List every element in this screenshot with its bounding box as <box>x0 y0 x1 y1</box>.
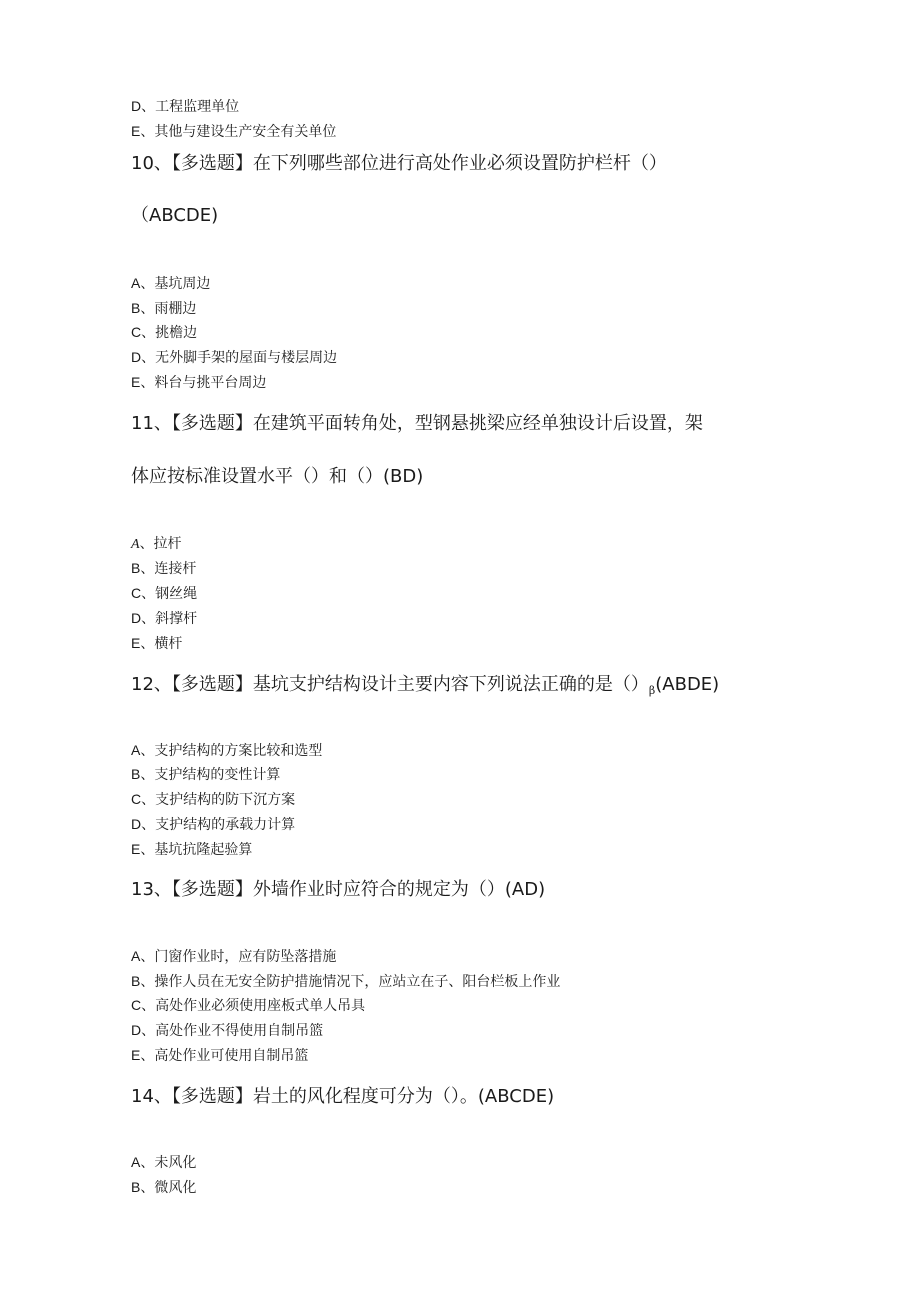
option-line <box>131 1046 308 1065</box>
question-answer: （ABCDE) <box>131 205 219 226</box>
option-line <box>131 815 295 834</box>
question-subscript: β <box>648 684 656 697</box>
option-line <box>131 972 560 991</box>
option-line <box>131 1153 196 1172</box>
question-title: 10、【多选题】在下列哪些部位进行高处作业必须设置防护栏杆（） <box>131 153 667 174</box>
option-letter: D <box>131 1022 142 1038</box>
option-text: 、挑檐边 <box>141 325 198 341</box>
option-line <box>131 1021 323 1040</box>
option-line <box>131 790 295 809</box>
option-text: 、无外脚手架的屋面与楼层周边 <box>141 350 338 366</box>
option-letter: A <box>131 275 141 291</box>
option-letter: D <box>131 610 142 626</box>
option-text: 、拉杆 <box>139 536 182 552</box>
option-text: 、高处作业必须使用座板式单人吊具 <box>141 998 366 1014</box>
option-text: 、横杆 <box>140 636 183 652</box>
option-letter: B <box>131 766 141 782</box>
option-text: 、支护结构的变性计算 <box>140 767 281 783</box>
option-line <box>131 765 280 784</box>
option-line <box>131 97 239 116</box>
option-letter: C <box>131 791 142 807</box>
option-letter: E <box>131 635 141 651</box>
option-line <box>131 584 197 603</box>
option-letter: B <box>131 300 141 316</box>
option-text: 、其他与建设生产安全有关单位 <box>140 124 337 140</box>
option-letter: D <box>131 98 142 114</box>
option-letter: C <box>131 585 142 601</box>
option-text: 、门窗作业时，应有防坠落措施 <box>140 949 337 965</box>
option-line <box>131 609 197 628</box>
option-text: 、未风化 <box>140 1155 197 1171</box>
option-letter: A <box>131 948 141 964</box>
option-line <box>131 122 336 141</box>
option-line <box>131 373 266 392</box>
option-text: 、基坑抗隆起验算 <box>140 842 253 858</box>
option-line <box>131 741 322 760</box>
option-text: 、高处作业不得使用自制吊篮 <box>141 1023 324 1039</box>
question-text: 12、【多选题】基坑支护结构设计主要内容下列说法正确的是（） <box>131 674 649 695</box>
option-text: 、支护结构的方案比较和选型 <box>140 743 323 759</box>
option-line <box>131 1178 196 1197</box>
question-title <box>131 673 719 699</box>
option-line <box>131 840 252 859</box>
option-letter: E <box>131 1047 141 1063</box>
option-line <box>131 323 197 342</box>
option-text: 、基坑周边 <box>140 276 211 292</box>
question-title: 11、【多选题】在建筑平面转角处，型钢悬挑梁应经单独设计后设置，架 <box>131 413 703 434</box>
option-text: 、支护结构的承载力计算 <box>141 817 296 833</box>
option-text: 、工程监理单位 <box>141 99 240 115</box>
option-line <box>131 559 196 578</box>
option-letter: A <box>131 742 141 758</box>
option-text: 、连接杆 <box>140 561 197 577</box>
option-letter: B <box>131 1179 141 1195</box>
option-letter: D <box>131 349 142 365</box>
option-line <box>131 535 182 554</box>
question-answer: (ABDE) <box>655 674 720 695</box>
option-letter: D <box>131 816 142 832</box>
option-text: 、料台与挑平台周边 <box>140 375 267 391</box>
option-line <box>131 996 365 1015</box>
option-text: 、斜撑杆 <box>141 611 198 627</box>
option-text: 、高处作业可使用自制吊篮 <box>140 1048 309 1064</box>
option-line <box>131 634 182 653</box>
option-line <box>131 348 337 367</box>
option-line <box>131 947 336 966</box>
question-title-cont: 体应按标准设置水平（）和（）(BD) <box>131 466 424 487</box>
option-letter: E <box>131 841 141 857</box>
option-text: 、钢丝绳 <box>141 586 198 602</box>
option-letter: E <box>131 123 141 139</box>
option-letter: C <box>131 997 142 1013</box>
option-text: 、操作人员在无安全防护措施情况下，应站立在子、阳台栏板上作业 <box>140 974 561 990</box>
question-title: 13、【多选题】外墙作业时应符合的规定为（）(AD) <box>131 879 546 900</box>
option-text: 、支护结构的防下沉方案 <box>141 792 296 808</box>
option-letter: B <box>131 973 141 989</box>
option-text: 、微风化 <box>140 1180 197 1196</box>
option-line <box>131 274 210 293</box>
option-letter: E <box>131 374 141 390</box>
option-line <box>131 299 196 318</box>
option-letter: A <box>131 537 140 552</box>
option-letter: B <box>131 560 141 576</box>
option-letter: A <box>131 1154 141 1170</box>
question-title: 14、【多选题】岩土的风化程度可分为（）。(ABCDE) <box>131 1086 555 1107</box>
option-letter: C <box>131 324 142 340</box>
option-text: 、雨棚边 <box>140 301 197 317</box>
